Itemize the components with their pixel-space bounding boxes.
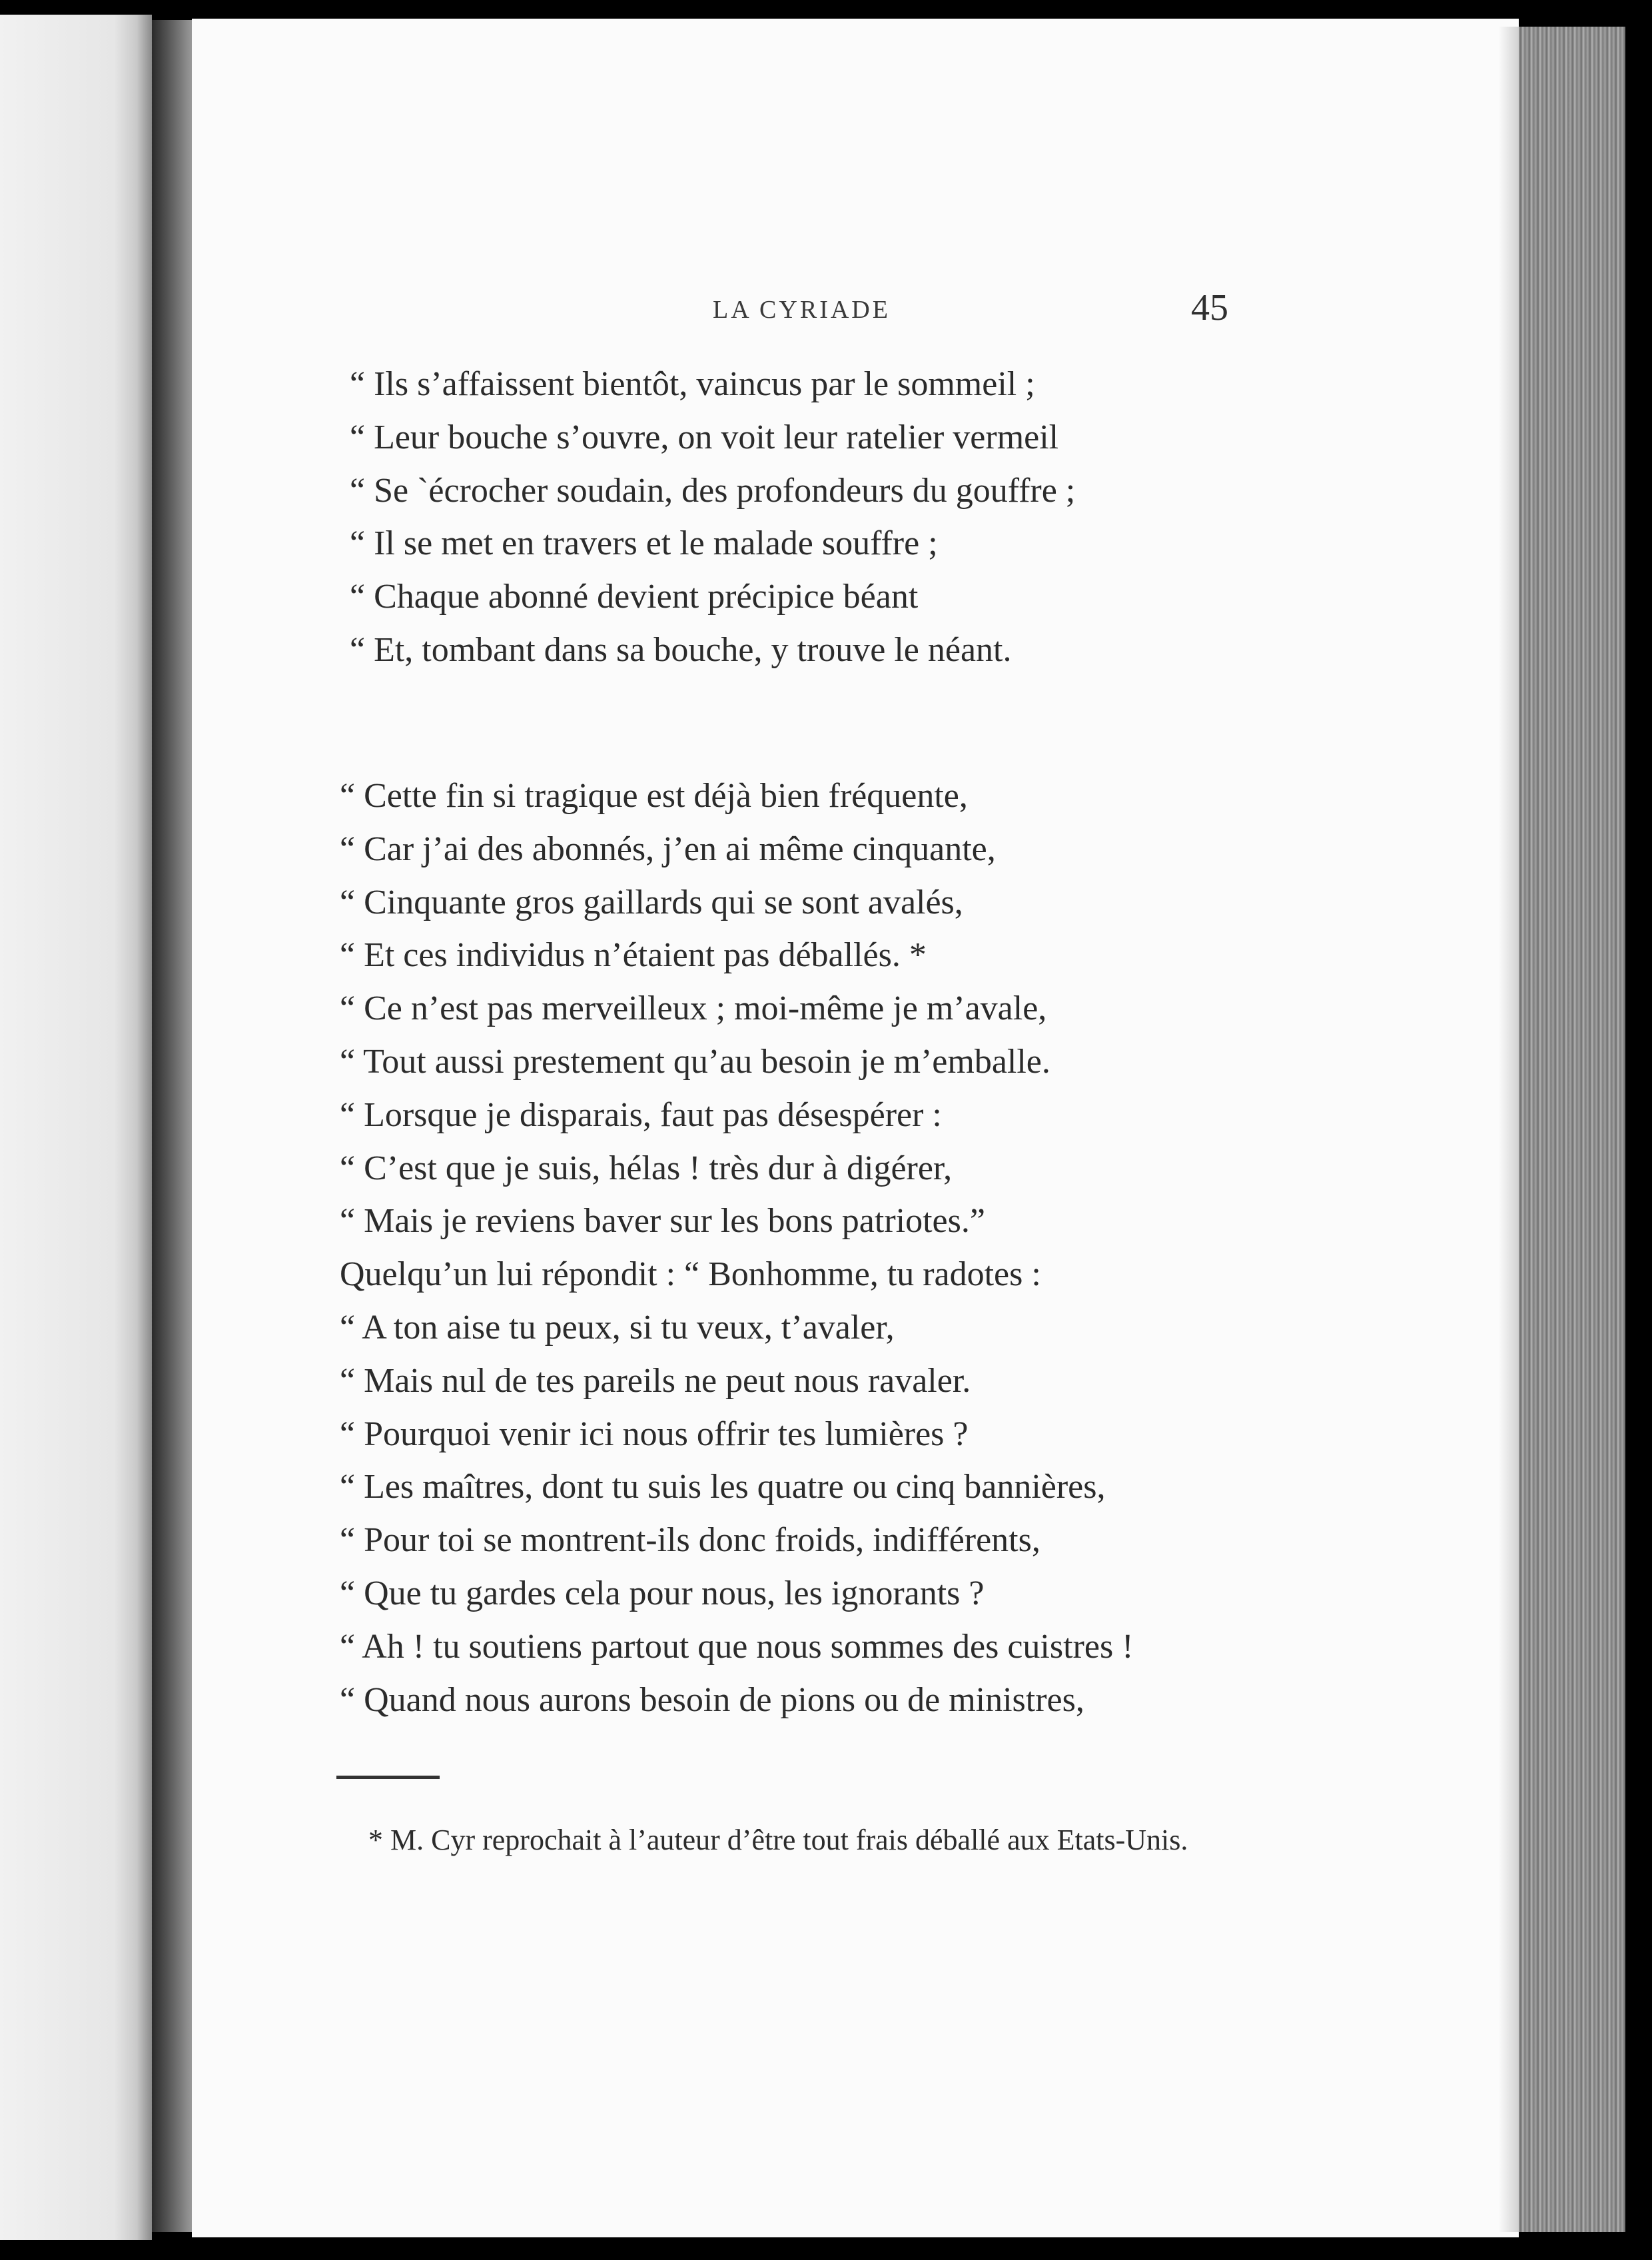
verse-line: “ Que tu gardes cela pour nous, les ignorants ?	[340, 1574, 985, 1612]
verse-line: “ Quand nous aurons besoin de pions ou de ministres,	[340, 1680, 1084, 1719]
page-number: 45	[1191, 287, 1228, 328]
verse-line: “ C’est que je suis, hélas ! très dur à digérer,	[340, 1149, 953, 1187]
verse-line: “ Pour toi se montrent-ils donc froids, indifférents,	[340, 1521, 1040, 1560]
verse-line: “ Cette fin si tragique est déjà bien fréquente,	[340, 777, 968, 815]
verse-line: “ Et ces individus n’étaient pas déballés. *	[340, 936, 927, 975]
verse-line: “ Se `écrocher soudain, des profondeurs du gouffre ;	[350, 471, 1076, 510]
verse-line: “ Lorsque je disparais, faut pas désespérer :	[340, 1095, 942, 1134]
left-page-edge	[0, 15, 152, 2240]
verse-line: “ Et, tombant dans sa bouche, y trouve le néant.	[350, 630, 1012, 669]
verse-line: “ Ah ! tu soutiens partout que nous sommes des cuistres !	[340, 1627, 1134, 1666]
verse-line: “ Chaque abonné devient précipice béant	[350, 578, 919, 616]
footnote-rule	[336, 1776, 440, 1779]
footnote: * M. Cyr reprochait à l’auteur d’être tout frais déballé aux Etats-Unis.	[368, 1824, 1188, 1856]
verse-line: “ Leur bouche s’ouvre, on voit leur ratelier vermeil	[350, 418, 1059, 456]
verse-line: “ Cinquante gros gaillards qui se sont avalés,	[340, 883, 963, 921]
book-gutter	[152, 20, 192, 2232]
verse-line: “ Ils s’affaissent bientôt, vaincus par le sommeil ;	[350, 365, 1035, 403]
verse-line: “ A ton aise tu peux, si tu veux, t’avaler,	[340, 1308, 895, 1347]
stanza-1	[350, 358, 1075, 677]
verse-line: “ Car j’ai des abonnés, j’en ai même cinquante,	[340, 830, 996, 868]
verse-line: “ Pourquoi venir ici nous offrir tes lumières ?	[340, 1414, 969, 1453]
verse-line: Quelqu’un lui répondit : “ Bonhomme, tu radotes :	[340, 1255, 1041, 1294]
running-head: LA CYRIADE	[713, 296, 891, 324]
page-edges	[1519, 27, 1625, 2232]
verse-line: “ Tout aussi prestement qu’au besoin je m’emballe.	[340, 1042, 1050, 1081]
verse-line: “ Mais je reviens baver sur les bons patriotes.”	[340, 1202, 985, 1241]
verse-line: “ Ce n’est pas merveilleux ; moi-même je m’avale,	[340, 989, 1047, 1028]
stanza-2	[340, 770, 1134, 1726]
verse-line: “ Il se met en travers et le malade souffre ;	[350, 524, 938, 563]
verse-line: “ Les maîtres, dont tu suis les quatre ou cinq bannières,	[340, 1468, 1106, 1506]
verse-line: “ Mais nul de tes pareils ne peut nous ravaler.	[340, 1361, 971, 1400]
